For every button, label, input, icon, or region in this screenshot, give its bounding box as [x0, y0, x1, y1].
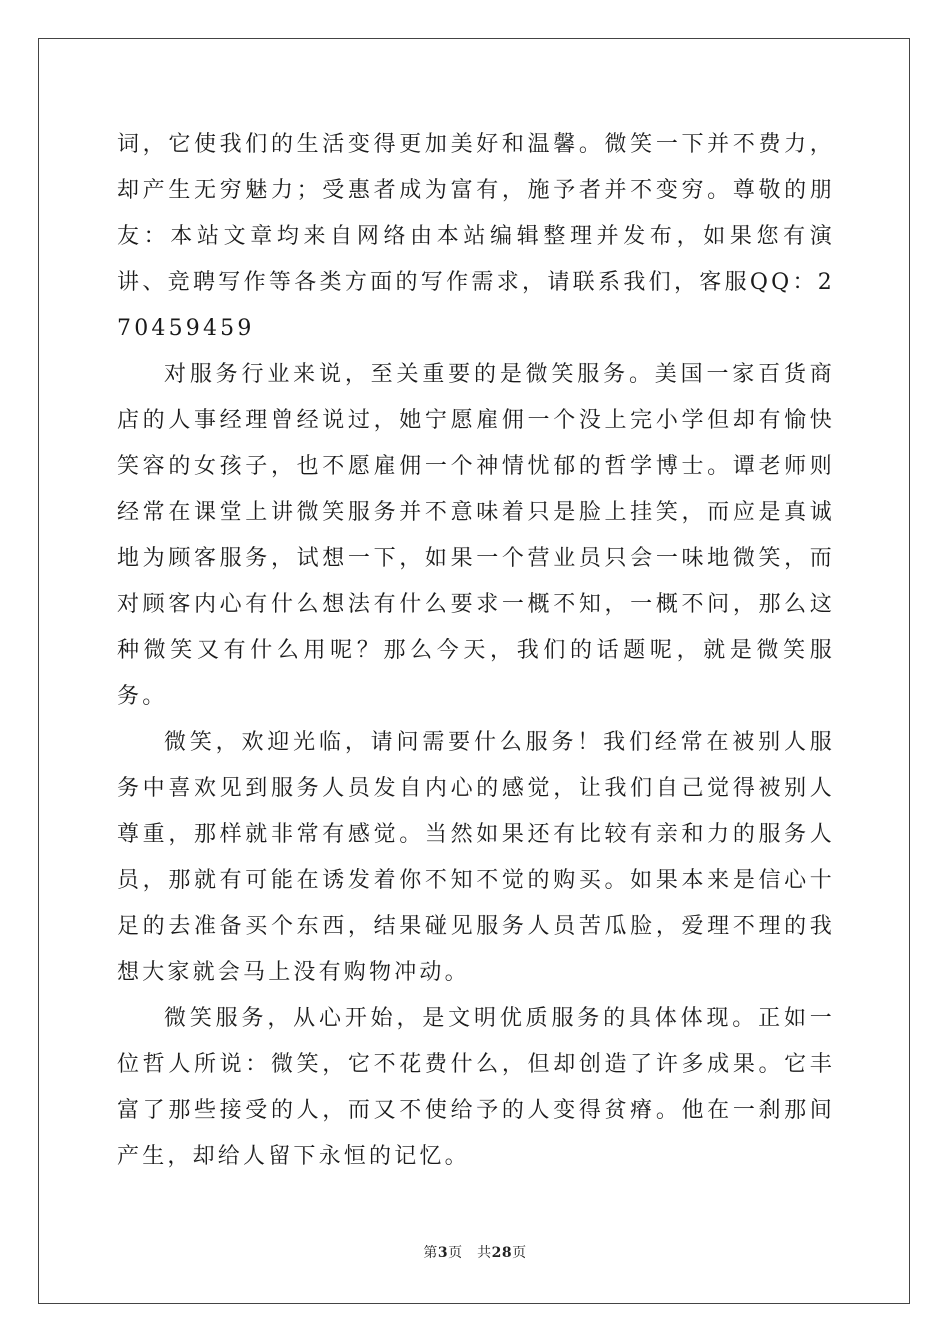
- page-number-footer: [0, 1242, 950, 1262]
- paragraph-2: 对服务行业来说，至关重要的是微笑服务。美国一家百货商店的人事经理曾经说过，她宁愿雇佣一个没上完小学但却有愉快笑容的女孩子，也不愿雇佣一个神情忧郁的哲学博士。谭老师则经常在课堂上讲微笑服务并不意味着只是脸上挂笑，而应是真诚地为顾客服务，试想一下，如果一个营业员只会一味地微笑，而对顾客内心有什么想法有什么要求一概不知，一概不问，那么这种微笑又有什么用呢？那么今天，我们的话题呢，就是微笑服务。: [117, 362, 835, 709]
- page-total: 28: [491, 1245, 513, 1261]
- page-suffix: 页: [512, 1245, 527, 1261]
- document-body: [117, 122, 835, 1180]
- page-current: 3: [437, 1245, 449, 1261]
- page-prefix: 第: [423, 1245, 438, 1261]
- paragraph-4: 微笑服务，从心开始，是文明优质服务的具体体现。正如一位哲人所说：微笑，它不花费什么，但却创造了许多成果。它丰富了那些接受的人，而又不使给予的人变得贫瘠。他在一刹那间产生，却给人留下永恒的记忆。: [117, 1006, 835, 1169]
- paragraph-3: 微笑，欢迎光临，请问需要什么服务！我们经常在被别人服务中喜欢见到服务人员发自内心的感觉，让我们自己觉得被别人尊重，那样就非常有感觉。当然如果还有比较有亲和力的服务人员，那就有可能在诱发着你不知不觉的购买。如果本来是信心十足的去准备买个东西，结果碰见服务人员苦瓜脸，爱理不理的我想大家就会马上没有购物冲动。: [117, 730, 835, 985]
- page-mid: 页 共: [448, 1245, 492, 1261]
- paragraph-1: 词，它使我们的生活变得更加美好和温馨。微笑一下并不费力，却产生无穷魅力；受惠者成为富有，施予者并不变穷。尊敬的朋友：本站文章均来自网络由本站编辑整理并发布，如果您有演讲、竞聘写作等各类方面的写作需求，请联系我们，客服QQ：270459459: [117, 132, 835, 341]
